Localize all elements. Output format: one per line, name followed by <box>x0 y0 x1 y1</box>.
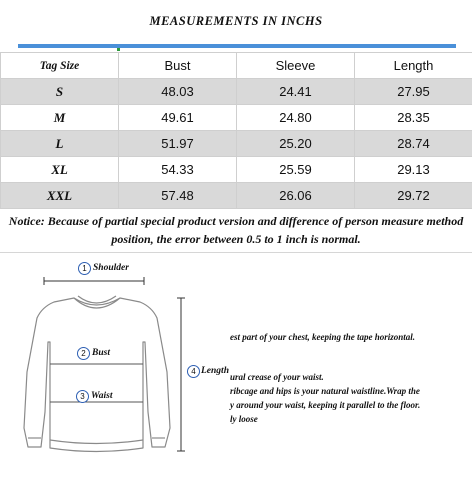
table-row <box>1 105 472 131</box>
measurement-diagram <box>0 252 472 488</box>
cell-size: XL <box>1 157 119 183</box>
cell-length: 27.95 <box>355 79 472 105</box>
marker-1-icon: 1 <box>78 262 91 275</box>
table-row <box>1 131 472 157</box>
cell-size: M <box>1 105 119 131</box>
marker-2-icon: 2 <box>77 347 90 360</box>
header-bust: Bust <box>119 53 237 79</box>
header-length: Length <box>355 53 472 79</box>
cell-sleeve: 25.20 <box>237 131 355 157</box>
cell-size: XXL <box>1 183 119 209</box>
label-length: Length <box>201 366 229 376</box>
cell-length: 28.74 <box>355 131 472 157</box>
cell-sleeve: 24.80 <box>237 105 355 131</box>
cell-sleeve: 25.59 <box>237 157 355 183</box>
label-shoulder: Shoulder <box>93 263 129 273</box>
label-waist: Waist <box>91 391 113 401</box>
instruction-waist-4: ly loose <box>230 414 258 424</box>
cell-size: L <box>1 131 119 157</box>
title-divider <box>18 44 456 48</box>
header-sleeve: Sleeve <box>237 53 355 79</box>
cell-bust: 48.03 <box>119 79 237 105</box>
cell-bust: 51.97 <box>119 131 237 157</box>
instruction-waist-3: y around your waist, keeping it parallel to the floor. <box>230 400 421 410</box>
instruction-waist-2: ribcage and hips is your natural waistline.Wrap the <box>230 386 420 396</box>
marker-4-icon: 4 <box>187 365 200 378</box>
header-tag-size: Tag Size <box>1 53 119 79</box>
instruction-bust: est part of your chest, keeping the tape horizontal. <box>230 332 416 342</box>
cell-sleeve: 26.06 <box>237 183 355 209</box>
cell-length: 28.35 <box>355 105 472 131</box>
shirt-illustration <box>0 252 472 488</box>
cell-size: S <box>1 79 119 105</box>
cell-bust: 54.33 <box>119 157 237 183</box>
table-row <box>1 79 472 105</box>
page-title: MEASUREMENTS IN INCHS <box>149 14 323 28</box>
shirt-outline <box>24 296 170 452</box>
table-row <box>1 183 472 209</box>
cell-length: 29.13 <box>355 157 472 183</box>
notice-text: Notice: Because of partial special product version and difference of person measure method position, the error between 0.5 to 1 inch is normal. <box>8 214 464 246</box>
table-header-row <box>1 53 472 79</box>
size-chart-table <box>0 52 472 209</box>
decorative-dot <box>117 48 120 51</box>
cell-length: 29.72 <box>355 183 472 209</box>
cell-bust: 57.48 <box>119 183 237 209</box>
instruction-waist-1: ural crease of your waist. <box>230 372 324 382</box>
marker-3-icon: 3 <box>76 390 89 403</box>
cell-sleeve: 24.41 <box>237 79 355 105</box>
label-bust: Bust <box>92 348 110 358</box>
table-row <box>1 157 472 183</box>
cell-bust: 49.61 <box>119 105 237 131</box>
